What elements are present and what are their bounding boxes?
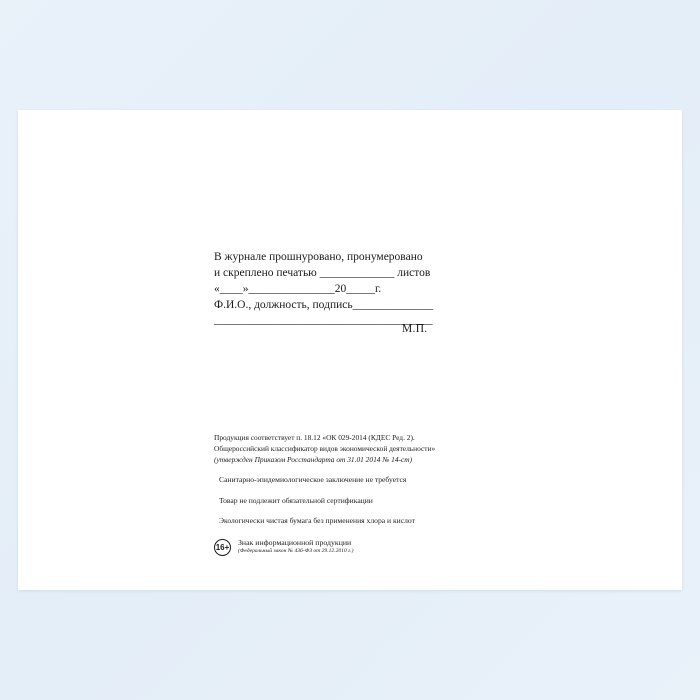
- legal-spacer-3: [214, 506, 534, 515]
- age-rating-icon: 16+: [214, 539, 231, 556]
- seal-line-1: В журнале прошнуровано, пронумеровано: [214, 251, 423, 263]
- information-product-mark: [214, 538, 534, 564]
- legal-spacer-1: [214, 465, 534, 474]
- seal-line-2: и скреплено печатью _____________ листов: [214, 266, 431, 279]
- mark-text-group: [238, 538, 354, 556]
- legal-information-block: [214, 432, 534, 564]
- sanitary-note: Санитарно-эпидемиологическое заключение не требуется: [219, 475, 407, 485]
- stamp-place-label: М.П.: [402, 323, 428, 335]
- seal-signature-line: Ф.И.О., должность, подпись______________: [214, 298, 434, 311]
- okved-line-3: (утвержден Приказом Росстандарта от 31.01 2014 № 14-ст): [214, 455, 413, 465]
- legal-spacer-2: [214, 486, 534, 495]
- okved-line-1: Продукция соответствует п. 18.12 «ОК 029-2014 (КДЕС Ред. 2).: [214, 433, 415, 442]
- seal-blank-line: ______________________________________: [214, 314, 433, 327]
- certification-note: Товар не подлежит обязательной сертификации: [219, 495, 373, 505]
- seal-certification-block: [214, 250, 514, 329]
- seal-date-line: «____»_______________20_____г.: [214, 282, 382, 295]
- document-page: [18, 110, 682, 590]
- eco-paper-note: Экологически чистая бумага без применения хлора и кислот: [219, 516, 415, 526]
- mark-subtitle: (Федеральный закон № 436-ФЗ от 29.12.2010 г.): [238, 548, 354, 555]
- okved-line-2: Общероссийский классификатор видов экономической деятельности»: [214, 444, 436, 454]
- page-content: [18, 110, 682, 590]
- mark-title: Знак информационной продукции: [238, 537, 352, 547]
